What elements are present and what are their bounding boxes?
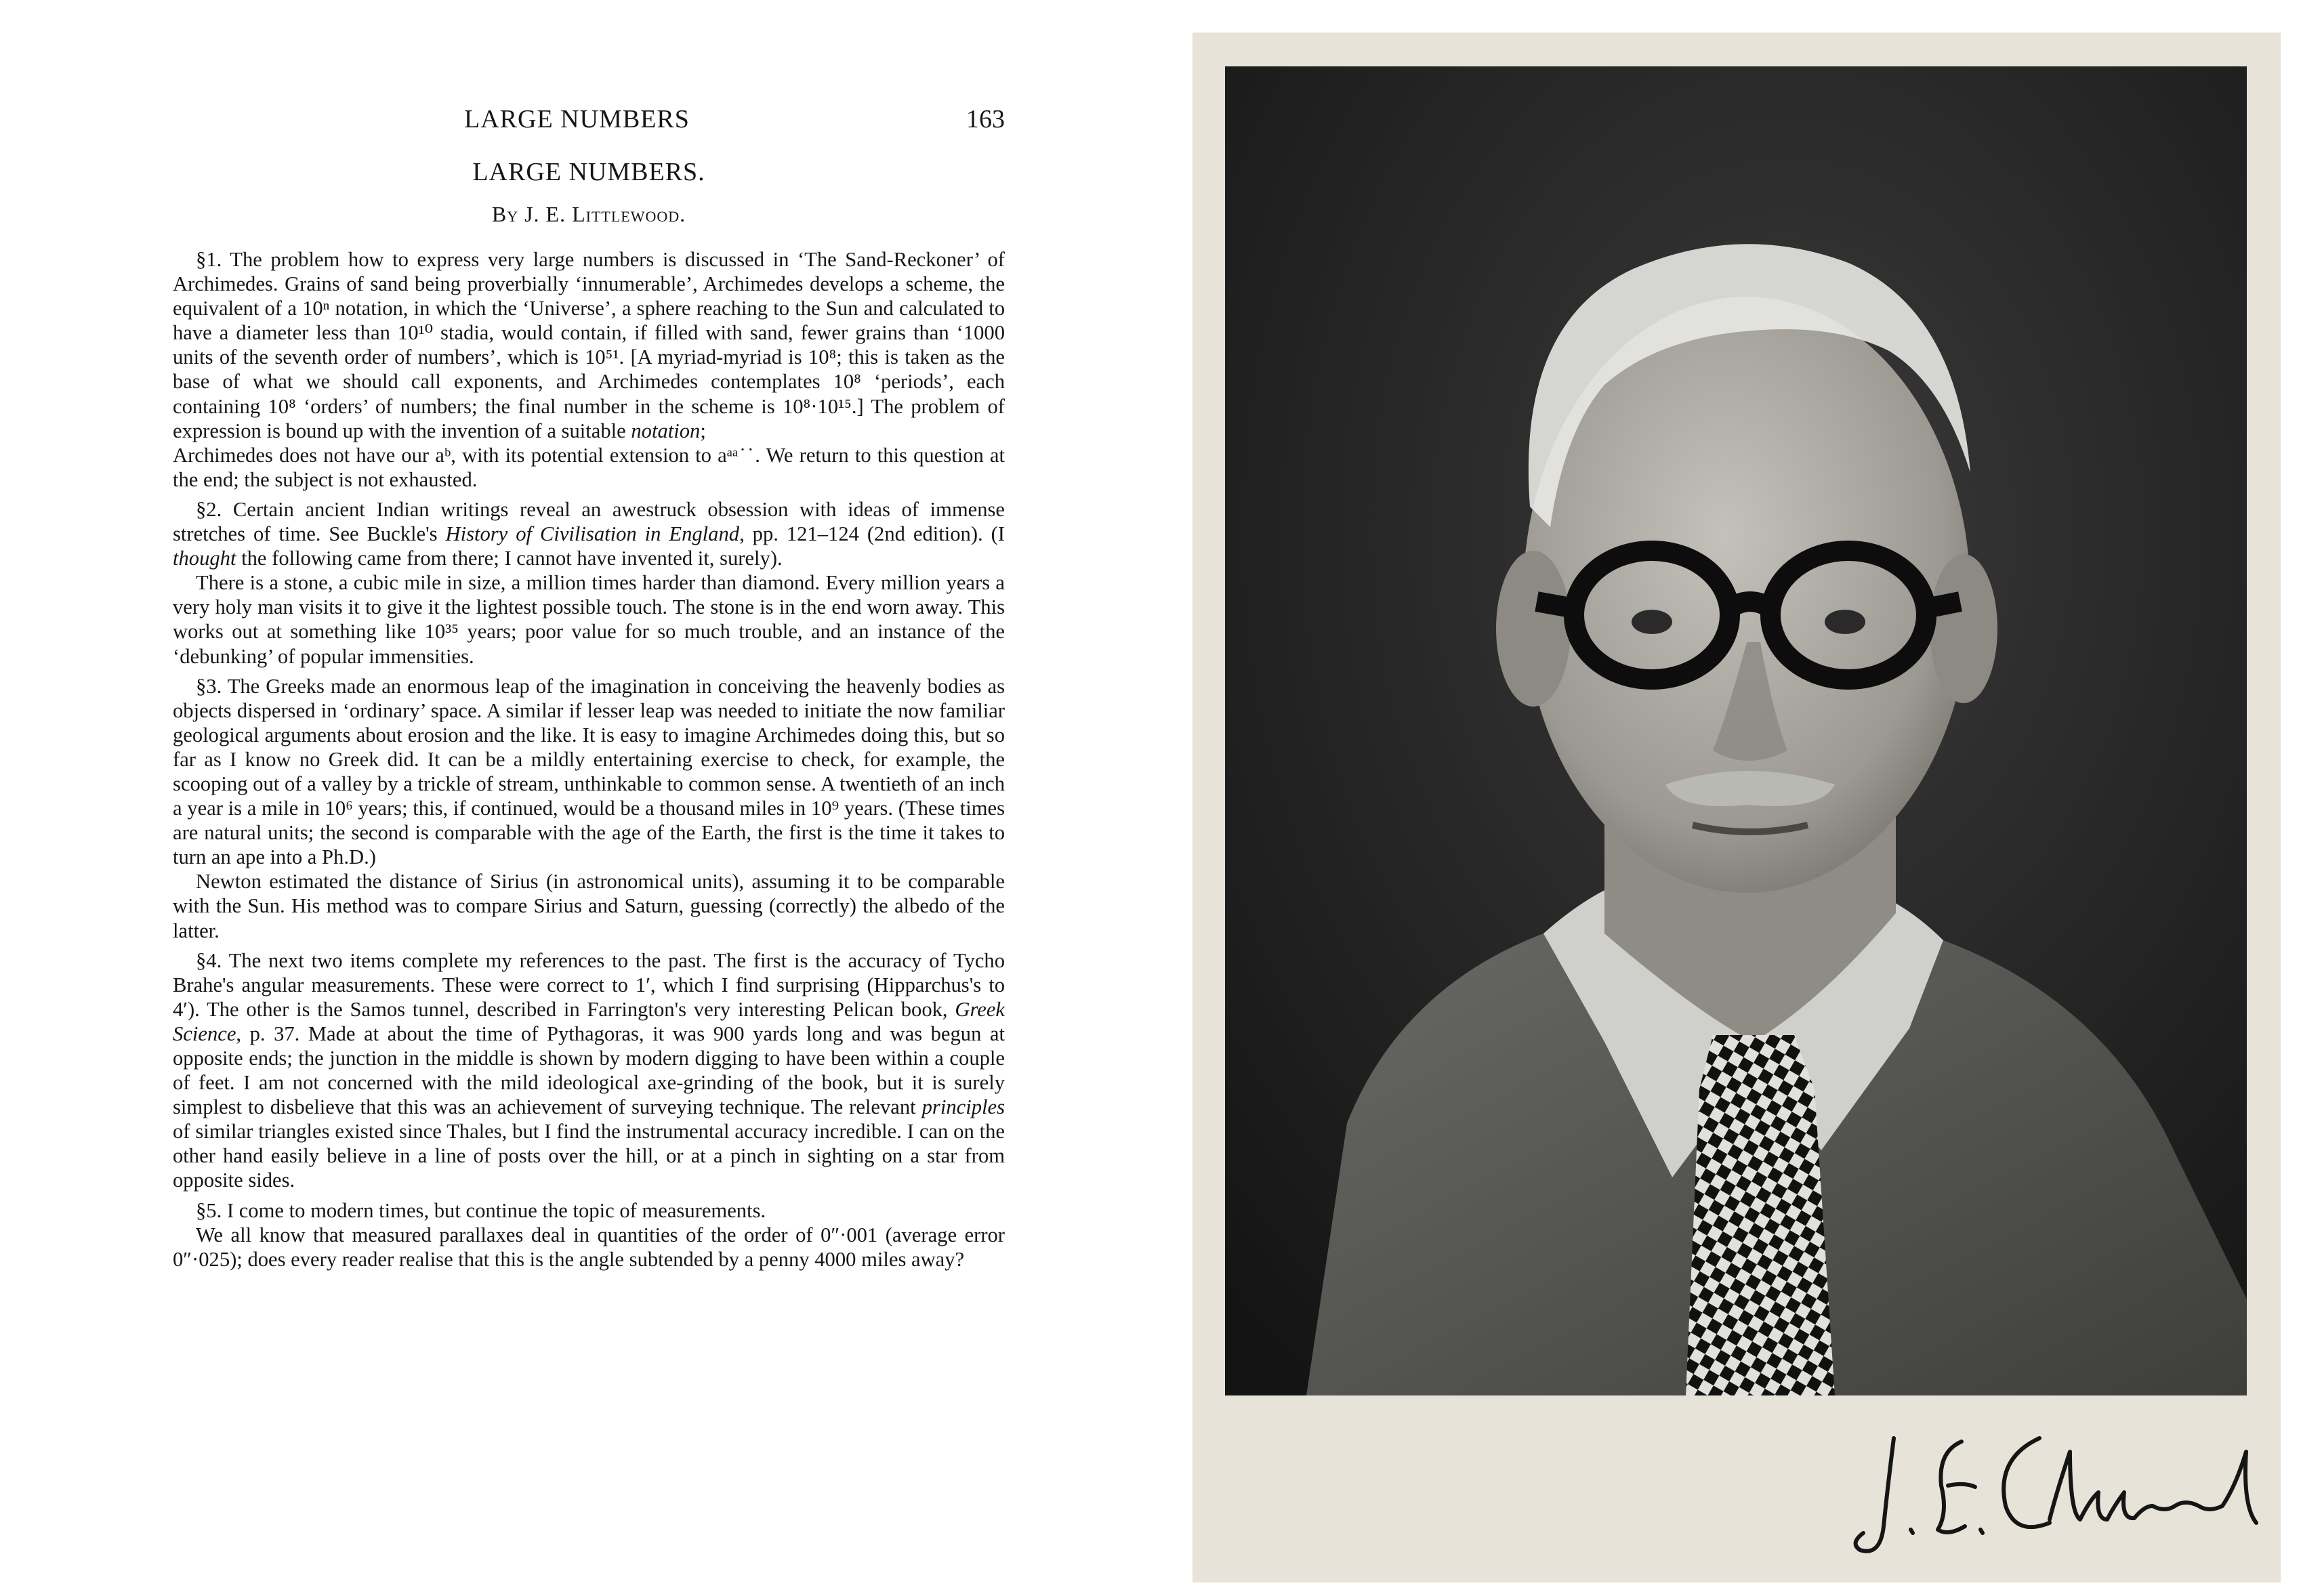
left-ear: [1496, 551, 1571, 707]
paragraph-parallaxes: We all know that measured parallaxes deal in quantities of the order of 0″·001 (average error 0″·025); does every reader realise that this is the angle subtended by a penny 4000 miles away?: [173, 1223, 1005, 1271]
italic-notation: notation: [631, 419, 701, 442]
right-eye: [1825, 610, 1865, 634]
italic-principles: principles: [921, 1095, 1005, 1119]
portrait-photo: [1225, 66, 2247, 1395]
paragraph-section-1: §1. The problem how to express very large numbers is discussed in ‘The Sand-Reckoner’ of Archimedes. Grains of sand being proverbially ‘innumerable’, Archimedes develops a scheme, the equivalent of a 10ⁿ notation, in which the ‘Universe’, a sphere reaching to the Sun and calculated to have a diameter less than 10¹⁰ stadia, would contain, if filled with sand, fewer grains than ‘1000 units of the seventh order of numbers’, which is 10⁵¹. [A myriad-myriad is 10⁸; this is taken as the base of what we should call exponents, and Archimedes contemplates 10⁸ ‘periods’, each containing 10⁸ ‘orders’ of numbers; the final number in the scheme is 10⁸·10¹⁵.] The problem of expression is bound up with the invention of a suitable notation;: [173, 248, 1005, 442]
byline: By J. E. Littlewood.: [491, 202, 686, 226]
article-title: LARGE NUMBERS.: [472, 158, 705, 186]
left-eye: [1632, 610, 1672, 634]
article-body: [173, 247, 1005, 1272]
paragraph-newton: Newton estimated the distance of Sirius (in astronomical units), assuming it to be comparable with the Sun. His method was to compare Sirius and Saturn, guessing (correctly) the albedo of the latter.: [173, 870, 1005, 942]
journal-page: [173, 102, 1005, 1524]
portrait-illustration: [1225, 66, 2247, 1395]
italic-greek-science: Greek Science: [173, 997, 1005, 1045]
italic-buckle-title: History of Civilisation in England: [445, 522, 740, 546]
paragraph-section-5: §5. I come to modern times, but continue the topic of measurements.: [196, 1198, 766, 1222]
right-ear: [1930, 554, 1997, 703]
running-head: [173, 102, 1005, 144]
paragraph-section-3: §3. The Greeks made an enormous leap of the imagination in conceiving the heavenly bodies as objects dispersed in ‘ordinary’ space. A similar if lesser leap was needed to initiate the now familiar geological arguments about erosion and the like. It is easy to imagine Archimedes doing this, but so far as I know no Greek did. It can be a mildly entertaining exercise to check, for example, the scooping out of a valley by a trickle of stream, unthinkable to common sense. A twentieth of an inch a year is a mile in 10⁶ years; this, if continued, would be a thousand miles in 10⁹ years. (These times are natural units; the second is comparable with the age of the Earth, the first is the time it takes to turn an ape into a Ph.D.): [173, 674, 1005, 869]
paragraph-section-1-continued: Archimedes does not have our aᵇ, with its potential extension to aᵃᵃ˙˙. We return to this question at the end; the subject is not exhausted.: [173, 443, 1005, 491]
italic-thought: thought: [173, 547, 236, 570]
paragraph-stone: There is a stone, a cubic mile in size, a million times harder than diamond. Every million years a very holy man visits it to give it the lightest possible touch. The stone is in the end worn away. This works out at something like 10³⁵ years; poor value for so much trouble, and an instance of the ‘debunking’ of popular immensities.: [173, 571, 1005, 668]
page-number: 163: [966, 105, 1005, 133]
paragraph-section-2: §2. Certain ancient Indian writings reveal an awestruck obsession with ideas of immense stretches of time. See Buckle's History of Civilisation in England, pp. 121–124 (2nd edition). (I thought the following came from there; I cannot have invented it, surely).: [173, 497, 1005, 570]
running-title: LARGE NUMBERS: [464, 105, 690, 133]
portrait-card: [1193, 33, 2281, 1582]
checked-tie: [1686, 1035, 1835, 1395]
handwritten-signature: [1846, 1411, 2266, 1567]
paragraph-section-4: §4. The next two items complete my references to the past. The first is the accuracy of Tycho Brahe's angular measurements. These were correct to 1′, which I find surprising (Hipparchus's to 4′). The other is the Samos tunnel, described in Farrington's very interesting Pelican book, Greek Science, p. 37. Made at about the time of Pythagoras, it was 900 yards long and was begun at opposite ends; the junction in the middle is shown by modern digging to have been within a couple of feet. I am not concerned with the mild ideological axe-grinding of the book, but it is surely simplest to disbelieve that this was an achievement of surveying technique. The relevant principles of similar triangles existed since Thales, but I find the instrumental accuracy incredible. I can on the other hand easily believe in a line of posts over the hill, or at a pinch in sighting on a star from opposite sides.: [173, 948, 1005, 1192]
